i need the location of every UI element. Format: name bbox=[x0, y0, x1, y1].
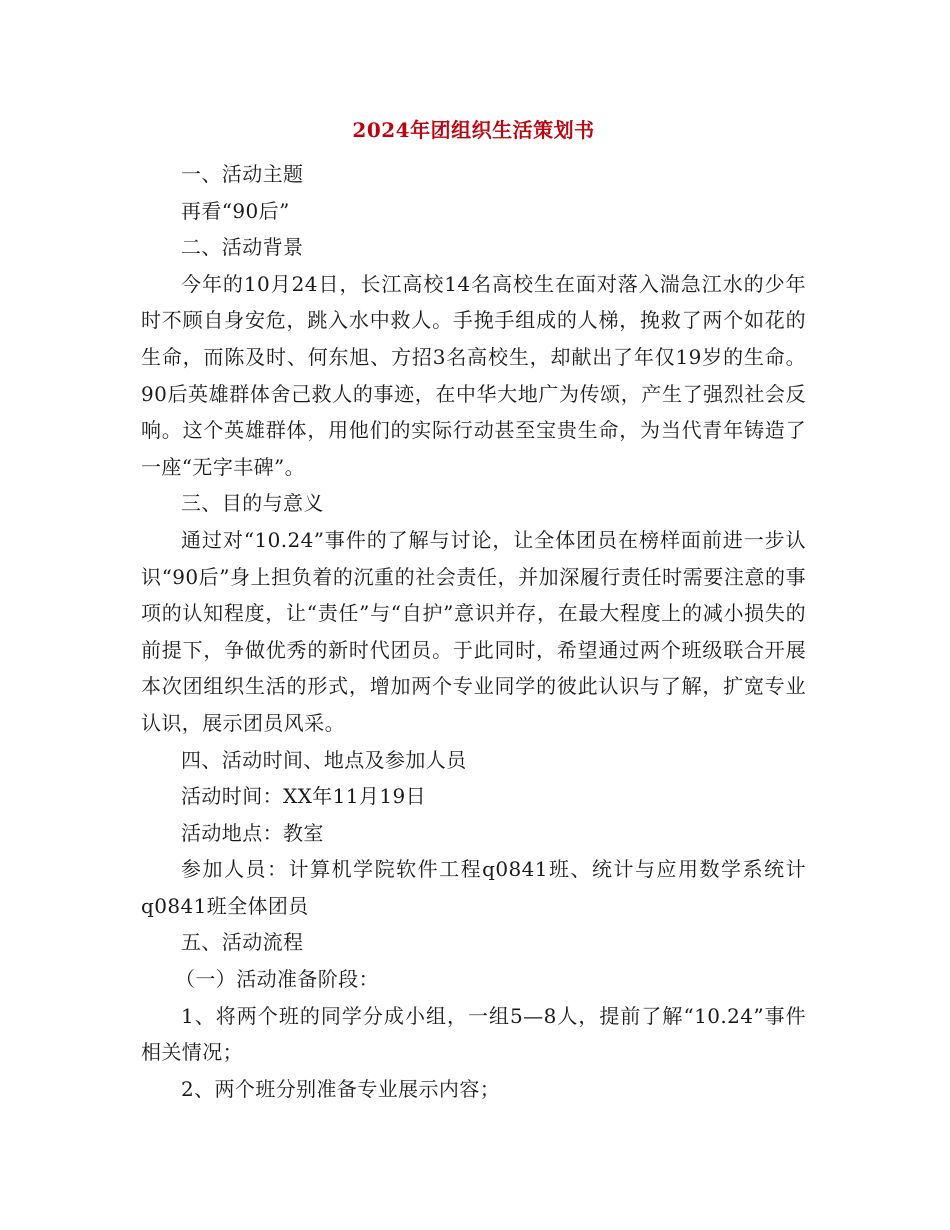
section-3-heading: 三、目的与意义 bbox=[181, 491, 324, 516]
section-5-subheading: （一）活动准备阶段： bbox=[175, 967, 379, 992]
section-5-heading: 五、活动流程 bbox=[181, 930, 304, 955]
section-2-heading: 二、活动背景 bbox=[181, 235, 304, 260]
section-2-text: 今年的10月24日，长江高校14名高校生在面对落入湍急江水的少年时不顾自身安危，跳入水中救人。手挽手组成的人梯，挽救了两个如花的生命，而陈及时、何东旭、方招3名高校生，却献出了年仅19岁的生命。90后英雄群体舍己救人的事迹，在中华大地广为传颂，产生了强烈社会反响。这个英雄群体，用他们的实际行动甚至宝贵生命，为当代青年铸造了一座“无字丰碑”。 bbox=[141, 271, 806, 479]
activity-time: 活动时间：XX年11月19日 bbox=[181, 784, 426, 809]
section-3-text: 通过对“10.24”事件的了解与讨论，让全体团员在榜样面前进一步认识“90后”身上担负着的沉重的社会责任，并加深履行责任时需要注意的事项的认知程度，让“责任”与“自护”意识并存，在最大程度上的减小损失的前提下，争做优秀的新时代团员。于此同时，希望通过两个班级联合开展本次团组织生活的形式，增加两个专业同学的彼此认识与了解，扩宽专业认识，展示团员风采。 bbox=[141, 527, 806, 735]
process-item-2: 2、两个班分别准备专业展示内容； bbox=[181, 1076, 501, 1101]
process-item-1: 1、将两个班的同学分成小组，一组5—8人，提前了解“10.24”事件相关情况； bbox=[141, 1003, 806, 1065]
activity-place: 活动地点：教室 bbox=[181, 820, 324, 845]
activity-participants: 参加人员：计算机学院软件工程q0841班、统计与应用数学系统计q0841班全体团员 bbox=[141, 857, 806, 918]
section-4-heading: 四、活动时间、地点及参加人员 bbox=[181, 747, 467, 772]
section-1-text: 再看“90后” bbox=[181, 198, 290, 223]
document-title: 2024年团组织生活策划书 bbox=[352, 118, 595, 142]
section-1-heading: 一、活动主题 bbox=[181, 162, 304, 186]
document-page bbox=[141, 110, 806, 1107]
